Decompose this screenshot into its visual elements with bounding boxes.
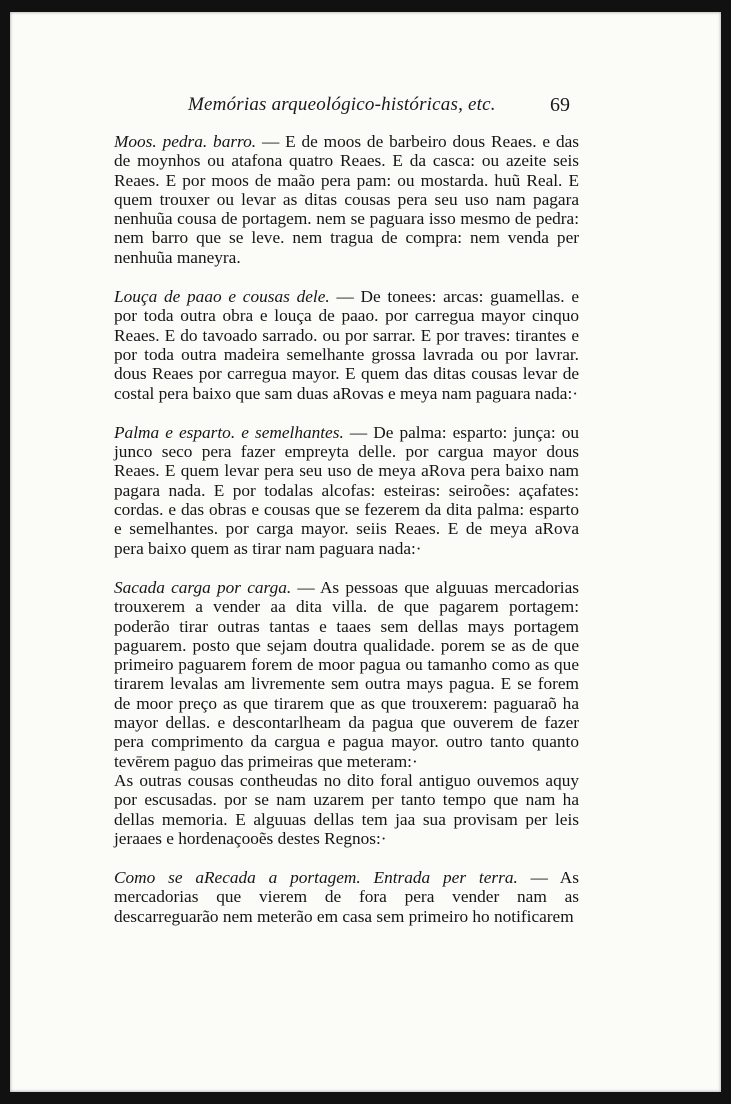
paragraph-text: — As mercadorias que vierem de fora pera vender nam as descarreguarão nem meterão em casa sem primeiro ho notificarem [114,868,579,926]
section-heading: Como se aRecada a portagem. Entrada per terra. [114,868,531,888]
body-text [94,132,579,946]
page-number: 69 [550,94,570,116]
page-header [10,92,721,122]
running-title: Memórias arqueológico-históricas, etc. [188,94,496,115]
paragraph-louca-de-paao [94,287,579,403]
section-heading: Louça de paao e cousas dele. [114,287,337,307]
section-heading: Palma e esparto. e semelhantes. [114,422,350,442]
book-page [10,12,721,1092]
paragraph-moos-pedra-barro [94,132,579,267]
paragraph-palma-e-esparto [94,423,579,558]
paragraph-sacada-carga [94,578,579,771]
paragraph-text: — As pessoas que alguuas mercadorias trouxerem a vender aa dita villa. de que pagarem portagem: poderão tirar outras tantas e taaes sem dellas mays portagem paguarem. posto que sejam doutra qualidade. porem se as de que primeiro paguarem forem de moor pagua ou tamanho como as que tirarem levalas am livremente sem outra mays pagua. E se forem de moor preço as que tirarem que as que trouxerem: paguaraõ ha mayor dellas. e descontarlheam da pagua que ouverem de fazer pera comprimento da cargua e pagua mayor. outro tanto quanto tevērem paguo das primeiras que meteram:· [114,577,579,771]
paragraph-text: — E de moos de barbeiro dous Reaes. e das de moynhos ou atafona quatro Reaes. E da casca: ou azeite seis Reaes. E por moos de maão pera pam: ou mostarda. huũ Real. E quem trouxer ou levar as ditas cousas pera seu uso nam pagara nenhuũa cousa de portagem. nem se paguara isso mesmo de pedra: nem barro que se leve. nem tragua de compra: nem venda per nenhuũa maneyra. [114,132,579,267]
paragraph-text: — De palma: esparto: junça: ou junco seco pera fazer empreyta delle. por cargua mayor dous Reaes. E quem levar pera seu uso de meya aRova pera baixo nam pagara nada. E por todalas alcofas: esteiras: seiroões: açafates: cordas. e das obras e cousas que se fezerem da dita palma: esparto e semelhantes. por carga mayor. seiis Reaes. E de meya aRova pera baixo quem as tirar nam paguara nada:· [114,422,579,558]
paragraph-outras-cousas [94,771,579,848]
paragraph-text: As outras cousas contheudas no dito foral antiguo ouvemos aquy por escusadas. por se nam uzarem per tanto tempo que nam ha dellas memoria. E alguuas dellas tem jaa sua provisam per leis jeraaes e hordenaçooẽs destes Regnos:· [114,770,579,848]
section-heading: Sacada carga por carga. [114,577,298,597]
section-heading: Moos. pedra. barro. [114,132,262,151]
paragraph-text: — De tonees: arcas: guamellas. e por toda outra obra e louça de paao. por carregua mayor cinquo Reaes. E do tavoado sarrado. ou por sarrar. E por traves: tirantes e por toda outra madeira semelhante grossa lavrada ou por lavrar. dous Reaes por carregua mayor. E quem das ditas cousas levar de costal pera baixo que sam duas aRovas e meya nam paguara nada:· [114,287,579,403]
paragraph-como-se-arecada [94,868,579,926]
